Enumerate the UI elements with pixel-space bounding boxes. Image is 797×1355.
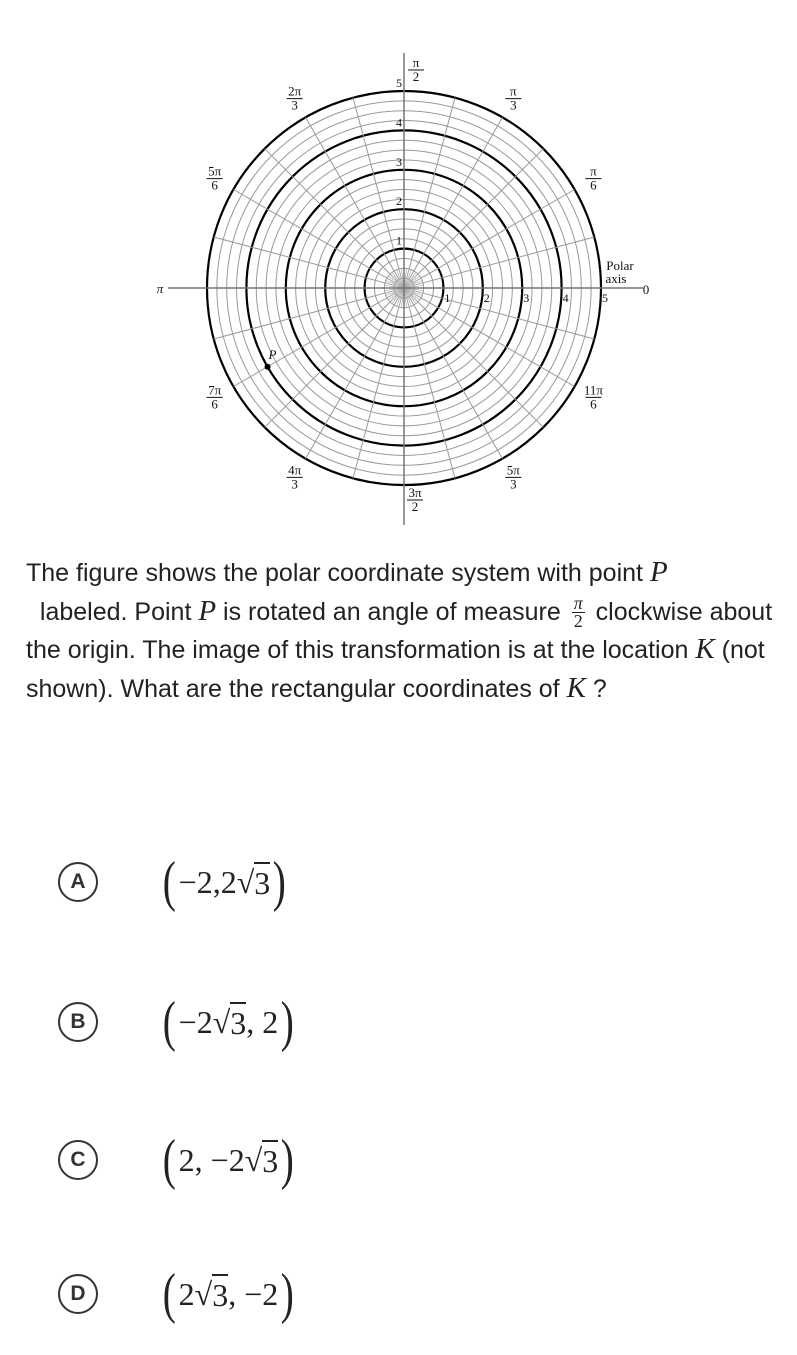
angle-label-numerator: π [510, 83, 517, 99]
angle-label-zero: 0 [642, 282, 650, 297]
angle-label-denominator: 3 [291, 476, 298, 492]
answer-option-b[interactable] [58, 990, 297, 1054]
radial-line [214, 237, 395, 285]
option-letter-badge[interactable]: C [58, 1140, 98, 1180]
radius-label-y: 3 [396, 154, 402, 169]
radial-line [414, 237, 595, 285]
radial-line [407, 98, 455, 279]
option-expression: ( −2 √ 3 , 2 ) [162, 991, 295, 1053]
radius-label-y: 2 [396, 194, 402, 209]
polar-axis-label: Polar [606, 258, 634, 273]
answer-option-c[interactable] [58, 1128, 297, 1192]
fraction-pi-over-2: $\frac{\pi}{2}$ [573, 593, 583, 632]
angle-label-numerator: π [412, 55, 420, 70]
option-letter-badge[interactable]: A [58, 862, 98, 902]
radius-label-x: 4 [562, 291, 569, 305]
angle-label-denominator: 6 [590, 177, 597, 193]
option-expression: ( 2, −2 √ 3 ) [162, 1129, 295, 1191]
angle-label-numerator: 7π [208, 382, 222, 398]
radius-label-y: 4 [396, 115, 402, 130]
angle-label-pi: π [156, 281, 164, 296]
option-expression: ( −2,2 √ 3 ) [162, 851, 287, 913]
angle-label-numerator: π [590, 163, 597, 179]
radius-label-x: 1 [444, 291, 451, 305]
angle-label-numerator: 3π [408, 485, 422, 500]
radius-label-y: 1 [396, 233, 402, 248]
angle-label-denominator: 2 [411, 499, 419, 514]
angle-label-numerator: 4π [288, 462, 302, 478]
radial-line [353, 98, 401, 279]
option-expression: ( 2 √ 3 , −2 ) [162, 1263, 295, 1325]
option-letter-badge[interactable]: D [58, 1274, 98, 1314]
radius-label-y: 5 [396, 76, 402, 90]
option-letter-badge[interactable]: B [58, 1002, 98, 1042]
answer-option-d[interactable] [58, 1262, 297, 1326]
radial-line [407, 298, 455, 479]
angle-label-numerator: 2π [288, 83, 302, 99]
radius-label-x: 5 [602, 291, 608, 305]
radial-line [214, 291, 395, 339]
angle-label-denominator: 2 [412, 69, 420, 84]
answer-option-a[interactable] [58, 850, 289, 914]
polar-axis-label: axis [605, 271, 627, 286]
angle-label-denominator: 3 [291, 97, 298, 113]
angle-label-denominator: 3 [510, 476, 517, 492]
point-p-label: P [268, 346, 277, 362]
angle-label-denominator: 6 [211, 396, 218, 412]
question-text: The figure shows the polar coordinate system with point P labeled. Point P is rotated an angle of measure $\frac{\pi}{2}$ clockwise about the origin. The image of this transformation is at the location K (not shown). What are the rectangular coordinates of K ? [26, 556, 773, 704]
point-p [265, 364, 271, 370]
polar-grid-figure [0, 0, 797, 540]
radius-label-x: 3 [523, 291, 530, 305]
angle-label-denominator: 3 [510, 97, 517, 113]
radial-line [353, 298, 401, 479]
angle-label-denominator: 6 [590, 396, 597, 412]
angle-label-numerator: 5π [208, 163, 222, 179]
angle-label-numerator: 11π [583, 382, 603, 398]
radius-label-x: 2 [483, 291, 490, 305]
angle-label-numerator: 5π [506, 462, 520, 478]
angle-label-denominator: 6 [211, 177, 218, 193]
